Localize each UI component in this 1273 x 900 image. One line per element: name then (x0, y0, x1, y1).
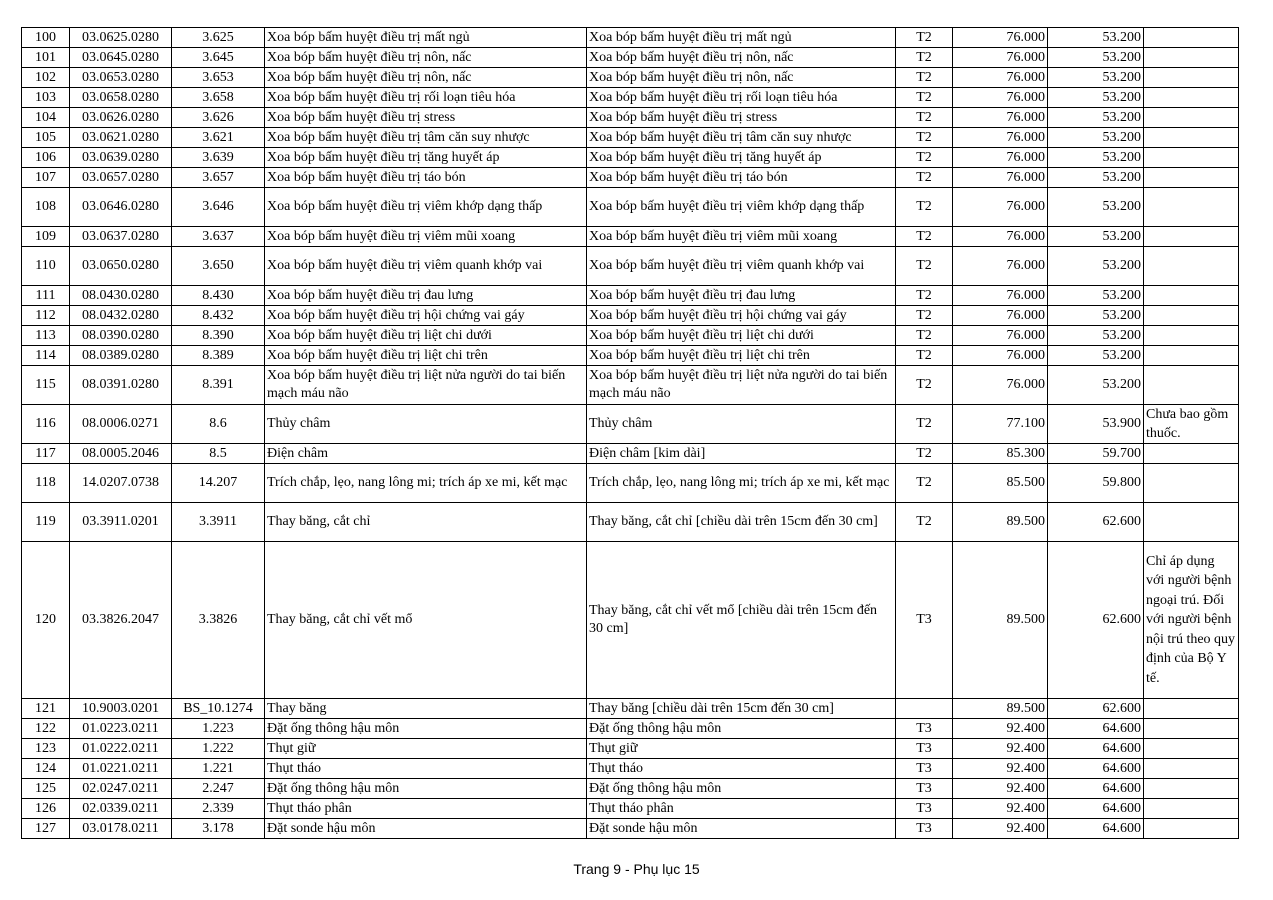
technique-name: Xoa bóp bấm huyệt điều trị viêm mũi xoang (265, 227, 587, 247)
service-name: Xoa bóp bấm huyệt điều trị viêm quanh khớp vai (587, 247, 896, 286)
table-row (22, 48, 1239, 68)
service-code: 03.0639.0280 (70, 148, 172, 168)
row-number: 112 (22, 306, 70, 326)
technique-code: BS_10.1274 (172, 699, 265, 719)
service-name: Thụt tháo (587, 759, 896, 779)
service-code: 08.0006.0271 (70, 405, 172, 444)
service-code: 08.0390.0280 (70, 326, 172, 346)
row-number: 120 (22, 542, 70, 699)
classification: T2 (896, 168, 953, 188)
price-cell: 53.200 (1048, 227, 1144, 247)
row-number: 121 (22, 699, 70, 719)
price-cell: 62.600 (1048, 699, 1144, 719)
service-code: 01.0221.0211 (70, 759, 172, 779)
table-row (22, 227, 1239, 247)
classification: T2 (896, 503, 953, 542)
price-cell: 77.100 (953, 405, 1048, 444)
service-name: Đặt sonde hậu môn (587, 819, 896, 839)
technique-name: Xoa bóp bấm huyệt điều trị viêm khớp dạng thấp (265, 188, 587, 227)
table-row (22, 759, 1239, 779)
table-row (22, 719, 1239, 739)
service-code: 01.0223.0211 (70, 719, 172, 739)
classification: T2 (896, 88, 953, 108)
price-cell: 92.400 (953, 759, 1048, 779)
classification: T2 (896, 108, 953, 128)
classification: T2 (896, 306, 953, 326)
table-row (22, 326, 1239, 346)
table-row (22, 542, 1239, 699)
technique-name: Xoa bóp bấm huyệt điều trị nôn, nấc (265, 48, 587, 68)
classification: T2 (896, 366, 953, 405)
technique-code: 3.621 (172, 128, 265, 148)
price-cell: 53.200 (1048, 306, 1144, 326)
classification: T2 (896, 444, 953, 464)
price-cell: 76.000 (953, 227, 1048, 247)
price-cell: 92.400 (953, 819, 1048, 839)
price-cell: 62.600 (1048, 542, 1144, 699)
classification: T2 (896, 128, 953, 148)
classification: T2 (896, 326, 953, 346)
price-cell: 76.000 (953, 128, 1048, 148)
table-row (22, 28, 1239, 48)
service-code: 02.0247.0211 (70, 779, 172, 799)
service-code: 03.3826.2047 (70, 542, 172, 699)
table-row (22, 168, 1239, 188)
service-name: Thay băng [chiều dài trên 15cm đến 30 cm] (587, 699, 896, 719)
row-number: 111 (22, 286, 70, 306)
row-number: 126 (22, 799, 70, 819)
classification: T3 (896, 739, 953, 759)
service-code: 08.0432.0280 (70, 306, 172, 326)
row-number: 101 (22, 48, 70, 68)
technique-code: 8.390 (172, 326, 265, 346)
note-cell (1144, 188, 1239, 227)
service-name: Thụt tháo phân (587, 799, 896, 819)
row-number: 122 (22, 719, 70, 739)
technique-code: 3.653 (172, 68, 265, 88)
technique-code: 3.658 (172, 88, 265, 108)
classification: T3 (896, 542, 953, 699)
service-name: Thủy châm (587, 405, 896, 444)
service-name: Thụt giữ (587, 739, 896, 759)
service-code: 03.0637.0280 (70, 227, 172, 247)
note-cell (1144, 719, 1239, 739)
price-cell: 92.400 (953, 739, 1048, 759)
service-name: Xoa bóp bấm huyệt điều trị táo bón (587, 168, 896, 188)
table-row (22, 188, 1239, 227)
classification: T2 (896, 28, 953, 48)
row-number: 113 (22, 326, 70, 346)
price-cell: 53.200 (1048, 286, 1144, 306)
classification: T3 (896, 779, 953, 799)
row-number: 118 (22, 464, 70, 503)
note-cell (1144, 88, 1239, 108)
technique-code: 8.5 (172, 444, 265, 464)
price-cell: 64.600 (1048, 759, 1144, 779)
service-name: Xoa bóp bấm huyệt điều trị liệt chi trên (587, 346, 896, 366)
row-number: 125 (22, 779, 70, 799)
classification: T2 (896, 464, 953, 503)
note-cell (1144, 503, 1239, 542)
row-number: 104 (22, 108, 70, 128)
note-cell (1144, 799, 1239, 819)
price-cell: 53.200 (1048, 247, 1144, 286)
price-cell: 64.600 (1048, 819, 1144, 839)
price-cell: 92.400 (953, 799, 1048, 819)
service-code: 03.0645.0280 (70, 48, 172, 68)
row-number: 105 (22, 128, 70, 148)
price-cell: 76.000 (953, 286, 1048, 306)
service-name: Đặt ống thông hậu môn (587, 719, 896, 739)
technique-name: Xoa bóp bấm huyệt điều trị liệt chi trên (265, 346, 587, 366)
table-row (22, 346, 1239, 366)
table-row (22, 306, 1239, 326)
service-code: 03.3911.0201 (70, 503, 172, 542)
row-number: 119 (22, 503, 70, 542)
technique-code: 1.221 (172, 759, 265, 779)
technique-code: 1.223 (172, 719, 265, 739)
row-number: 117 (22, 444, 70, 464)
note-cell (1144, 366, 1239, 405)
service-code: 03.0650.0280 (70, 247, 172, 286)
service-code: 01.0222.0211 (70, 739, 172, 759)
service-name: Trích chắp, lẹo, nang lông mi; trích áp xe mi, kết mạc (587, 464, 896, 503)
price-cell: 76.000 (953, 247, 1048, 286)
technique-name: Xoa bóp bấm huyệt điều trị stress (265, 108, 587, 128)
classification: T2 (896, 68, 953, 88)
technique-name: Xoa bóp bấm huyệt điều trị viêm quanh khớp vai (265, 247, 587, 286)
technique-code: 3.646 (172, 188, 265, 227)
service-code: 03.0658.0280 (70, 88, 172, 108)
technique-code: 8.6 (172, 405, 265, 444)
technique-name: Xoa bóp bấm huyệt điều trị mất ngủ (265, 28, 587, 48)
note-cell (1144, 108, 1239, 128)
technique-name: Xoa bóp bấm huyệt điều trị tâm căn suy nhược (265, 128, 587, 148)
table-row (22, 444, 1239, 464)
price-cell: 76.000 (953, 366, 1048, 405)
technique-code: 3.645 (172, 48, 265, 68)
technique-name: Xoa bóp bấm huyệt điều trị liệt nửa người do tai biến mạch máu não (265, 366, 587, 405)
table-row (22, 699, 1239, 719)
price-cell: 76.000 (953, 68, 1048, 88)
technique-code: 3.657 (172, 168, 265, 188)
note-cell (1144, 699, 1239, 719)
technique-code: 14.207 (172, 464, 265, 503)
classification: T2 (896, 48, 953, 68)
table-row (22, 779, 1239, 799)
classification: T3 (896, 799, 953, 819)
technique-name: Điện châm (265, 444, 587, 464)
row-number: 110 (22, 247, 70, 286)
service-code: 03.0625.0280 (70, 28, 172, 48)
price-cell: 53.200 (1048, 28, 1144, 48)
note-cell: Chưa bao gồm thuốc. (1144, 405, 1239, 444)
note-cell (1144, 464, 1239, 503)
service-code: 03.0653.0280 (70, 68, 172, 88)
price-cell: 76.000 (953, 346, 1048, 366)
service-name: Xoa bóp bấm huyệt điều trị liệt nửa người do tai biến mạch máu não (587, 366, 896, 405)
technique-code: 8.389 (172, 346, 265, 366)
technique-code: 8.432 (172, 306, 265, 326)
service-code: 08.0430.0280 (70, 286, 172, 306)
row-number: 102 (22, 68, 70, 88)
classification: T2 (896, 346, 953, 366)
note-cell (1144, 68, 1239, 88)
note-cell: Chỉ áp dụng với người bệnh ngoại trú. Đối với người bệnh nội trú theo quy định của Bộ Y tế. (1144, 542, 1239, 699)
row-number: 100 (22, 28, 70, 48)
price-cell: 76.000 (953, 188, 1048, 227)
price-cell: 53.900 (1048, 405, 1144, 444)
note-cell (1144, 444, 1239, 464)
price-cell: 53.200 (1048, 88, 1144, 108)
price-cell: 85.500 (953, 464, 1048, 503)
table-row (22, 739, 1239, 759)
service-code: 03.0626.0280 (70, 108, 172, 128)
note-cell (1144, 128, 1239, 148)
note-cell (1144, 168, 1239, 188)
classification: T2 (896, 148, 953, 168)
technique-name: Thay băng, cắt chỉ (265, 503, 587, 542)
price-cell: 76.000 (953, 108, 1048, 128)
note-cell (1144, 346, 1239, 366)
price-cell: 76.000 (953, 148, 1048, 168)
service-name: Xoa bóp bấm huyệt điều trị liệt chi dưới (587, 326, 896, 346)
classification: T2 (896, 405, 953, 444)
row-number: 107 (22, 168, 70, 188)
table-row (22, 88, 1239, 108)
table-row (22, 405, 1239, 444)
service-name: Xoa bóp bấm huyệt điều trị mất ngủ (587, 28, 896, 48)
table-row (22, 366, 1239, 405)
service-name: Thay băng, cắt chỉ vết mổ [chiều dài trên 15cm đến 30 cm] (587, 542, 896, 699)
service-name: Xoa bóp bấm huyệt điều trị viêm mũi xoang (587, 227, 896, 247)
price-cell: 64.600 (1048, 799, 1144, 819)
classification: T3 (896, 759, 953, 779)
row-number: 116 (22, 405, 70, 444)
technique-name: Thủy châm (265, 405, 587, 444)
row-number: 114 (22, 346, 70, 366)
service-code: 08.0389.0280 (70, 346, 172, 366)
service-code: 03.0178.0211 (70, 819, 172, 839)
price-cell: 92.400 (953, 719, 1048, 739)
service-name: Xoa bóp bấm huyệt điều trị đau lưng (587, 286, 896, 306)
technique-name: Xoa bóp bấm huyệt điều trị hội chứng vai gáy (265, 306, 587, 326)
note-cell (1144, 48, 1239, 68)
service-name: Xoa bóp bấm huyệt điều trị nôn, nấc (587, 68, 896, 88)
note-cell (1144, 286, 1239, 306)
technique-name: Xoa bóp bấm huyệt điều trị rối loạn tiêu hóa (265, 88, 587, 108)
price-cell: 53.200 (1048, 326, 1144, 346)
technique-code: 3.3826 (172, 542, 265, 699)
note-cell (1144, 247, 1239, 286)
classification: T2 (896, 227, 953, 247)
price-cell: 89.500 (953, 503, 1048, 542)
price-cell: 64.600 (1048, 779, 1144, 799)
technique-name: Xoa bóp bấm huyệt điều trị nôn, nấc (265, 68, 587, 88)
row-number: 115 (22, 366, 70, 405)
table-row (22, 464, 1239, 503)
technique-name: Đặt ống thông hậu môn (265, 779, 587, 799)
technique-code: 3.3911 (172, 503, 265, 542)
note-cell (1144, 759, 1239, 779)
classification: T2 (896, 188, 953, 227)
technique-code: 1.222 (172, 739, 265, 759)
service-name: Xoa bóp bấm huyệt điều trị rối loạn tiêu hóa (587, 88, 896, 108)
note-cell (1144, 326, 1239, 346)
price-table (21, 27, 1239, 839)
technique-code: 3.637 (172, 227, 265, 247)
note-cell (1144, 819, 1239, 839)
technique-name: Đặt sonde hậu môn (265, 819, 587, 839)
price-cell: 53.200 (1048, 108, 1144, 128)
note-cell (1144, 779, 1239, 799)
note-cell (1144, 28, 1239, 48)
technique-name: Xoa bóp bấm huyệt điều trị tăng huyết áp (265, 148, 587, 168)
technique-name: Xoa bóp bấm huyệt điều trị đau lưng (265, 286, 587, 306)
table-row (22, 799, 1239, 819)
price-cell: 53.200 (1048, 346, 1144, 366)
service-code: 14.0207.0738 (70, 464, 172, 503)
note-cell (1144, 739, 1239, 759)
technique-code: 8.391 (172, 366, 265, 405)
price-cell: 53.200 (1048, 366, 1144, 405)
technique-code: 2.339 (172, 799, 265, 819)
price-cell: 53.200 (1048, 168, 1144, 188)
technique-name: Thay băng (265, 699, 587, 719)
service-name: Xoa bóp bấm huyệt điều trị hội chứng vai gáy (587, 306, 896, 326)
technique-code: 8.430 (172, 286, 265, 306)
price-cell: 53.200 (1048, 148, 1144, 168)
price-cell: 89.500 (953, 699, 1048, 719)
technique-name: Thụt giữ (265, 739, 587, 759)
service-name: Xoa bóp bấm huyệt điều trị stress (587, 108, 896, 128)
table-row (22, 286, 1239, 306)
service-name: Xoa bóp bấm huyệt điều trị viêm khớp dạng thấp (587, 188, 896, 227)
table-row (22, 247, 1239, 286)
service-name: Xoa bóp bấm huyệt điều trị nôn, nấc (587, 48, 896, 68)
row-number: 124 (22, 759, 70, 779)
price-cell: 92.400 (953, 779, 1048, 799)
technique-name: Trích chắp, lẹo, nang lông mi; trích áp xe mi, kết mạc (265, 464, 587, 503)
price-cell: 85.300 (953, 444, 1048, 464)
price-cell: 62.600 (1048, 503, 1144, 542)
price-cell: 76.000 (953, 326, 1048, 346)
row-number: 127 (22, 819, 70, 839)
technique-code: 3.625 (172, 28, 265, 48)
technique-code: 3.650 (172, 247, 265, 286)
service-name: Thay băng, cắt chỉ [chiều dài trên 15cm đến 30 cm] (587, 503, 896, 542)
technique-name: Thụt tháo (265, 759, 587, 779)
table-row (22, 68, 1239, 88)
technique-name: Thay băng, cắt chỉ vết mổ (265, 542, 587, 699)
technique-code: 2.247 (172, 779, 265, 799)
classification: T2 (896, 247, 953, 286)
technique-name: Xoa bóp bấm huyệt điều trị liệt chi dưới (265, 326, 587, 346)
service-code: 08.0391.0280 (70, 366, 172, 405)
service-name: Điện châm [kim dài] (587, 444, 896, 464)
price-cell: 76.000 (953, 28, 1048, 48)
service-code: 03.0646.0280 (70, 188, 172, 227)
price-cell: 64.600 (1048, 719, 1144, 739)
price-cell: 76.000 (953, 48, 1048, 68)
service-name: Đặt ống thông hậu môn (587, 779, 896, 799)
service-code: 03.0657.0280 (70, 168, 172, 188)
table-row (22, 819, 1239, 839)
service-name: Xoa bóp bấm huyệt điều trị tâm căn suy nhược (587, 128, 896, 148)
technique-code: 3.639 (172, 148, 265, 168)
row-number: 109 (22, 227, 70, 247)
price-cell: 64.600 (1048, 739, 1144, 759)
note-cell (1144, 148, 1239, 168)
price-cell: 76.000 (953, 306, 1048, 326)
technique-code: 3.626 (172, 108, 265, 128)
price-cell: 76.000 (953, 88, 1048, 108)
service-code: 02.0339.0211 (70, 799, 172, 819)
price-cell: 53.200 (1048, 68, 1144, 88)
row-number: 106 (22, 148, 70, 168)
price-cell: 89.500 (953, 542, 1048, 699)
table-row (22, 108, 1239, 128)
note-cell (1144, 227, 1239, 247)
service-name: Xoa bóp bấm huyệt điều trị tăng huyết áp (587, 148, 896, 168)
page-footer: Trang 9 - Phụ lục 15 (573, 861, 700, 877)
row-number: 108 (22, 188, 70, 227)
classification (896, 699, 953, 719)
technique-name: Xoa bóp bấm huyệt điều trị táo bón (265, 168, 587, 188)
classification: T2 (896, 286, 953, 306)
row-number: 103 (22, 88, 70, 108)
row-number: 123 (22, 739, 70, 759)
table-row (22, 148, 1239, 168)
price-cell: 59.800 (1048, 464, 1144, 503)
technique-name: Đặt ống thông hậu môn (265, 719, 587, 739)
price-cell: 53.200 (1048, 188, 1144, 227)
classification: T3 (896, 719, 953, 739)
price-cell: 59.700 (1048, 444, 1144, 464)
technique-name: Thụt tháo phân (265, 799, 587, 819)
classification: T3 (896, 819, 953, 839)
service-code: 08.0005.2046 (70, 444, 172, 464)
price-cell: 53.200 (1048, 128, 1144, 148)
service-code: 10.9003.0201 (70, 699, 172, 719)
note-cell (1144, 306, 1239, 326)
table-row (22, 503, 1239, 542)
price-cell: 53.200 (1048, 48, 1144, 68)
service-code: 03.0621.0280 (70, 128, 172, 148)
table-row (22, 128, 1239, 148)
price-cell: 76.000 (953, 168, 1048, 188)
technique-code: 3.178 (172, 819, 265, 839)
